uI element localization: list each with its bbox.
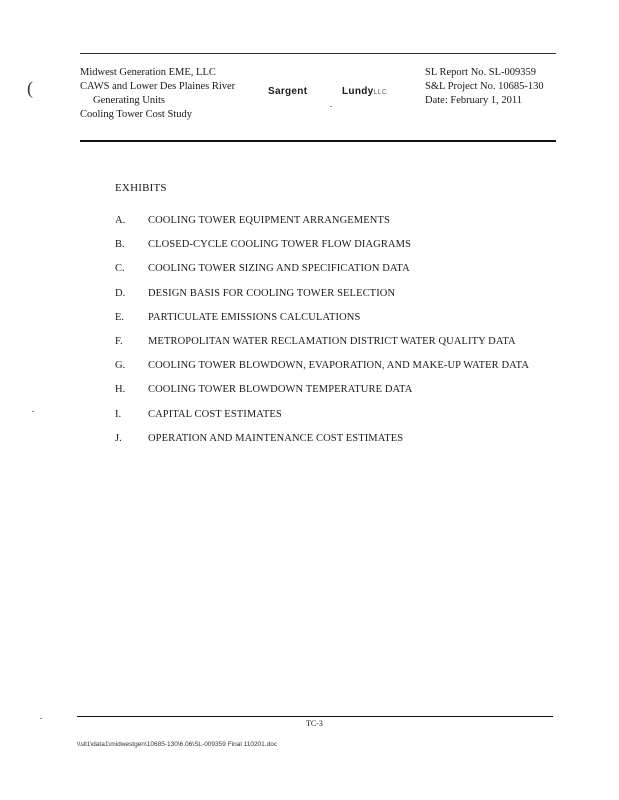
exhibit-letter: B. xyxy=(115,239,125,251)
exhibit-title: PARTICULATE EMISSIONS CALCULATIONS xyxy=(148,311,361,323)
exhibit-title: COOLING TOWER BLOWDOWN TEMPERATURE DATA xyxy=(148,384,413,396)
scan-speck xyxy=(330,106,332,107)
margin-mark: ( xyxy=(27,78,33,98)
report-date: Date: February 1, 2011 xyxy=(425,95,523,106)
exhibit-item xyxy=(115,409,529,433)
exhibit-letter: J. xyxy=(115,432,122,444)
header-bottom-rule xyxy=(80,140,556,142)
exhibit-letter: A. xyxy=(115,215,126,226)
exhibit-item xyxy=(115,263,529,287)
scan-speck xyxy=(40,718,42,719)
company-logo xyxy=(268,86,388,97)
exhibit-letter: G. xyxy=(115,360,126,372)
page-number: TC-3 xyxy=(306,719,323,728)
header-top-rule xyxy=(80,53,556,54)
exhibit-letter: D. xyxy=(115,287,126,299)
exhibits-heading: EXHIBITS xyxy=(115,182,167,194)
project-name: CAWS and Lower Des Plaines River xyxy=(80,81,236,92)
exhibit-item xyxy=(115,360,529,384)
exhibit-title: DESIGN BASIS FOR COOLING TOWER SELECTION xyxy=(148,287,396,299)
exhibit-letter: C. xyxy=(115,263,125,275)
header-right-block xyxy=(425,66,544,108)
study-name: Cooling Tower Cost Study xyxy=(80,109,192,120)
exhibit-letter: H. xyxy=(115,384,126,396)
client-name: Midwest Generation EME, LLC xyxy=(80,67,216,78)
exhibit-title: COOLING TOWER BLOWDOWN, EVAPORATION, AND MAKE-UP WATER DATA xyxy=(148,360,530,372)
scan-speck xyxy=(32,411,34,412)
exhibit-list xyxy=(115,215,529,457)
logo-text-sargent: Sargent xyxy=(268,86,308,97)
exhibit-letter: I. xyxy=(115,408,122,420)
exhibit-title: CLOSED-CYCLE COOLING TOWER FLOW DIAGRAMS xyxy=(148,239,412,251)
exhibit-letter: F. xyxy=(115,335,123,347)
exhibit-item xyxy=(115,215,529,239)
exhibit-item xyxy=(115,336,529,360)
exhibit-item xyxy=(115,239,529,263)
exhibit-title: COOLING TOWER EQUIPMENT ARRANGEMENTS xyxy=(148,215,390,226)
footer-file-path: \\sll1\data1\midwestgen\10685-130\6.06\SL-009359 Final 110201.doc xyxy=(77,741,278,748)
project-subtitle: Generating Units xyxy=(93,95,166,106)
exhibit-title: COOLING TOWER SIZING AND SPECIFICATION DATA xyxy=(148,263,410,275)
exhibit-title: OPERATION AND MAINTENANCE COST ESTIMATES xyxy=(148,432,404,444)
exhibit-title: METROPOLITAN WATER RECLAMATION DISTRICT WATER QUALITY DATA xyxy=(148,335,516,347)
exhibit-item xyxy=(115,384,529,408)
exhibit-item xyxy=(115,288,529,312)
logo-llc-mark: LLC xyxy=(373,89,388,96)
header-left-block xyxy=(80,66,235,122)
exhibit-letter: E. xyxy=(115,311,125,323)
exhibit-item xyxy=(115,433,529,457)
report-number: SL Report No. SL-009359 xyxy=(425,67,537,78)
project-number: S&L Project No. 10685-130 xyxy=(425,81,544,92)
logo-text-lundy: Lundy xyxy=(342,86,374,97)
footer-rule xyxy=(77,716,553,717)
exhibit-title: CAPITAL COST ESTIMATES xyxy=(148,408,282,420)
exhibit-item xyxy=(115,312,529,336)
